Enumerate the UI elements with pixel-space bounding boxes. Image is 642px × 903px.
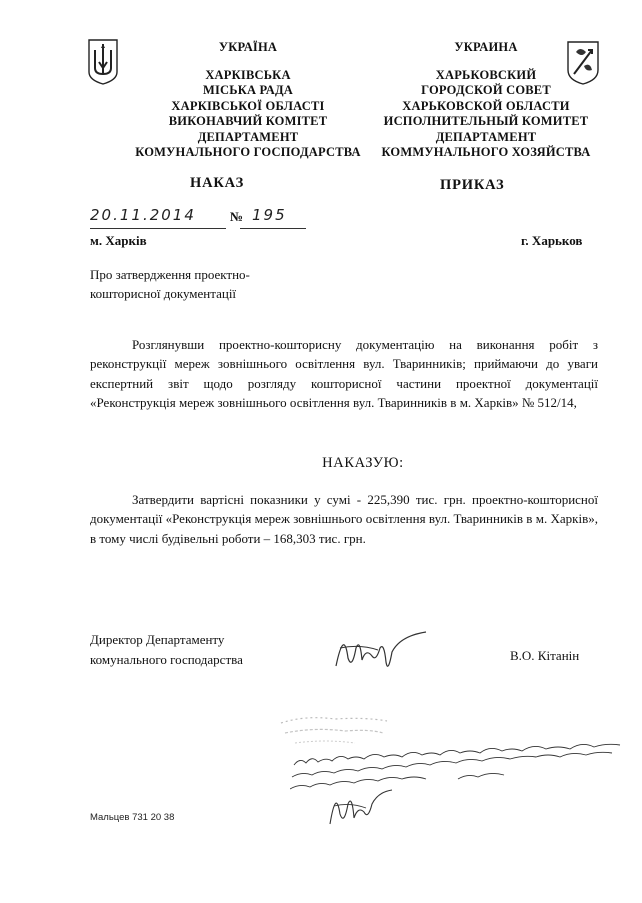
header-right-line: ХАРЬКОВСКОЙ ОБЛАСТИ xyxy=(402,98,570,113)
date-number-line xyxy=(90,206,306,232)
header-left-line: КОМУНАЛЬНОГО ГОСПОДАРСТВА xyxy=(135,145,361,159)
resolution-text: Затвердити вартісні показники у сумі - 225,390 тис. грн. проектно-кошторисної документації «Реконструкція мереж зовнішнього освітлення вул. Тваринників в м. Харків», в тому числі будівельні роботи – 168,303 тис. грн. xyxy=(90,492,598,546)
header-left-line: ДЕПАРТАМЕНТ xyxy=(197,129,299,144)
header-right xyxy=(370,40,602,161)
city-ukrainian: м. Харків xyxy=(90,233,147,248)
header-right-country: УКРАИНА xyxy=(454,40,518,54)
order-title-ukrainian: НАКАЗ xyxy=(190,175,245,191)
signatory-title-line: комунального господарства xyxy=(90,651,243,667)
header-left-line: ХАРКІВСЬКОЇ ОБЛАСТІ xyxy=(171,98,325,113)
header-left-line: МІСЬКА РАДА xyxy=(202,83,294,97)
signatory-title xyxy=(90,630,243,669)
executor-contact: Мальцев 731 20 38 xyxy=(90,812,175,823)
subject-line: Про затвердження проектно- xyxy=(90,267,250,282)
header-right-line: ГОРОДСКОЙ СОВЕТ xyxy=(421,83,551,97)
header-right-line: ИСПОЛНИТЕЛЬНЫЙ КОМИТЕТ xyxy=(383,114,589,128)
number-underline xyxy=(240,228,306,229)
number-sign: № xyxy=(230,209,244,224)
approval-signature xyxy=(326,780,396,832)
city-russian: г. Харьков xyxy=(521,233,583,248)
signatory-name: В.О. Кітанін xyxy=(510,648,580,663)
signatory-title-line: Директор Департаменту xyxy=(90,632,225,647)
header-left xyxy=(108,40,388,161)
preamble-text: Розглянувши проектно-кошторисну документацію на виконання робіт з реконструкції мереж зовнішнього освітлення вул. Тваринників; приймаючи до уваги експертний звіт щодо розгляду кошторисної частини проектної документації «Реконструкція мереж зовнішнього освітлення вул. Тваринників в м. Харків» № 512/14, xyxy=(90,337,598,411)
subject-line: кошторисної документації xyxy=(90,286,237,301)
order-word: НАКАЗУЮ: xyxy=(322,455,404,471)
handwritten-number: 195 xyxy=(252,206,287,224)
header-left-line: ВИКОНАВЧИЙ КОМІТЕТ xyxy=(168,114,328,128)
resolution-paragraph xyxy=(90,490,598,548)
header-right-line: ДЕПАРТАМЕНТ xyxy=(435,129,537,144)
date-underline xyxy=(90,228,226,229)
director-signature xyxy=(330,618,430,678)
header-right-line: ХАРЬКОВСКИЙ xyxy=(435,67,537,82)
order-subject xyxy=(90,265,340,303)
header-left-country: УКРАЇНА xyxy=(218,40,278,54)
order-title-russian: ПРИКАЗ xyxy=(440,177,505,193)
handwritten-date: 20.11.2014 xyxy=(90,206,196,224)
header-right-line: КОММУНАЛЬНОГО ХОЗЯЙСТВА xyxy=(381,145,591,159)
preamble-paragraph xyxy=(90,335,598,413)
header-left-line: ХАРКІВСЬКА xyxy=(205,67,291,82)
